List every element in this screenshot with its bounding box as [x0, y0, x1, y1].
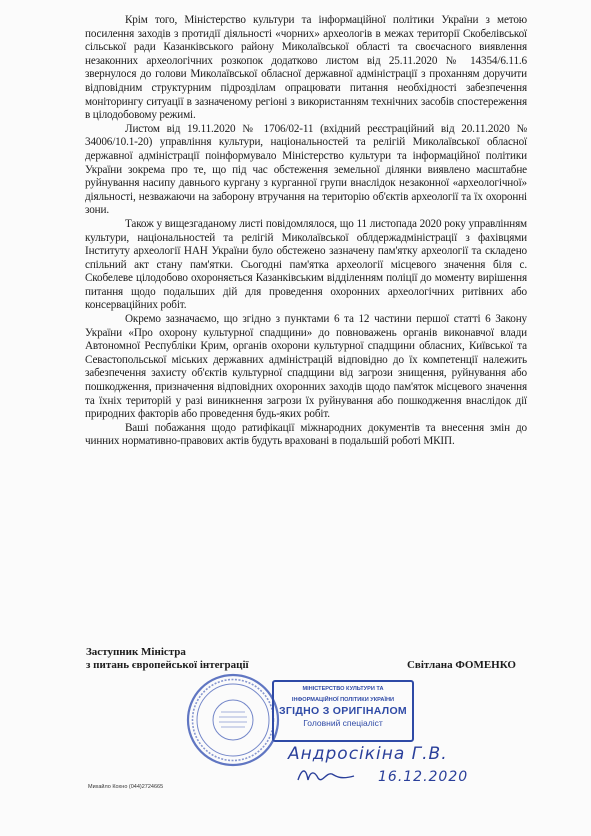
- handwritten-date: 16.12.2020: [378, 769, 469, 785]
- handwritten-name: Андросікіна Г.В.: [288, 744, 448, 764]
- executor-footer: Михайло Кохно (044)2724665: [88, 784, 164, 790]
- signature-block: [86, 646, 528, 672]
- paragraph-2: Листом від 19.11.2020 № 1706/02-11 (вхідний реєстраційний від 20.11.2020 № 34006/10.1-20) управління культури, національностей та релігій Миколаївської обласної державної адміністрації поінформувало Міністерство культури та інформаційної політики України зокрема про те, що під час обстеження земельної ділянки виявлено масштабне руйнування насипу давнього кургану з курганної групи внаслідок незаконної «археологічної» діяльності, незважаючи на заборону втручання на територію об'єктів археології та їх охоронні зони.: [85, 122, 527, 217]
- signer-name: Світлана ФОМЕНКО: [406, 659, 516, 671]
- letter-body: [85, 14, 527, 449]
- paragraph-3: Також у вищезгаданому листі повідомлялося, що 11 листопада 2020 року управлінням культури, національностей та релігій Миколаївської облдержадміністрації з фахівцями Інституту археології НАН України було обстежено зазначену пам'ятку археології та складено спільний акт стану пам'ятки. Сьогодні пам'ятка археології місцевого значення біля с. Скобелеве цілодобово охороняється Казанківським відділенням поліції до моменту вирішення питання щодо подальших дій для проведення охоронних археологічних ритівних або консерваційних робіт.: [85, 217, 527, 312]
- signer-title-line2: з питань європейської інтеграції: [86, 659, 249, 671]
- stamp-header-line2: ІНФОРМАЦІЙНОЇ ПОЛІТИКИ УКРАЇНИ: [291, 696, 395, 703]
- paragraph-4: Окремо зазначаємо, що згідно з пунктами 6 та 12 частини першої статті 6 Закону України «Про охорону культурної спадщини» до повноважень органів виконавчої влади Автономної Республіки Крим, органів охорони культурної спадщини обласних, Київської та Севастопольської міських державних адміністрацій відповідно до їх компетенції належить забезпечення захисту об'єктів культурної спадщини від загрози знищення, руйнування або пошкодження, призначення відповідних охоронних заходів щодо пам'яток місцевого значення та їхніх територій у разі виникнення загрози їх руйнування або пошкодження внаслідок дії природних факторів або проведення будь-яких робіт.: [85, 313, 527, 421]
- paragraph-5: Ваші побажання щодо ратифікації міжнародних документів та внесення змін до чинних нормативно-правових актів будуть враховані в подальшій роботі МКІП.: [85, 421, 527, 448]
- certified-copy-stamp: [272, 680, 414, 742]
- stamp-header-line1: МІНІСТЕРСТВО КУЛЬТУРИ ТА: [302, 686, 384, 692]
- handwritten-signature: [296, 764, 356, 786]
- paragraph-1: Крім того, Міністерство культури та інформаційної політики України з метою посилення заходів з протидії діяльності «чорних» археологів в межах території Скобелівської сільської ради Казанківського району Миколаївської області та своєчасного виявлення незаконних археологічних розкопок додатково листом від 25.11.2020 № 14354/6.11.6 звернулося до голови Миколаївської обласної державної адміністрації з проханням доручити відповідним структурним підрозділам опрацювати питання необхідності забезпечення моніторингу ситуації в зазначеному регіоні з використанням технічних засобів спостереження в цілодобовому режимі.: [85, 14, 527, 122]
- stamp-role: Головний спеціаліст: [303, 718, 383, 728]
- signer-title-line1: Заступник Міністра: [86, 646, 186, 658]
- round-seal: [185, 672, 281, 768]
- stamp-main-text: ЗГІДНО З ОРИГІНАЛОМ: [279, 705, 407, 717]
